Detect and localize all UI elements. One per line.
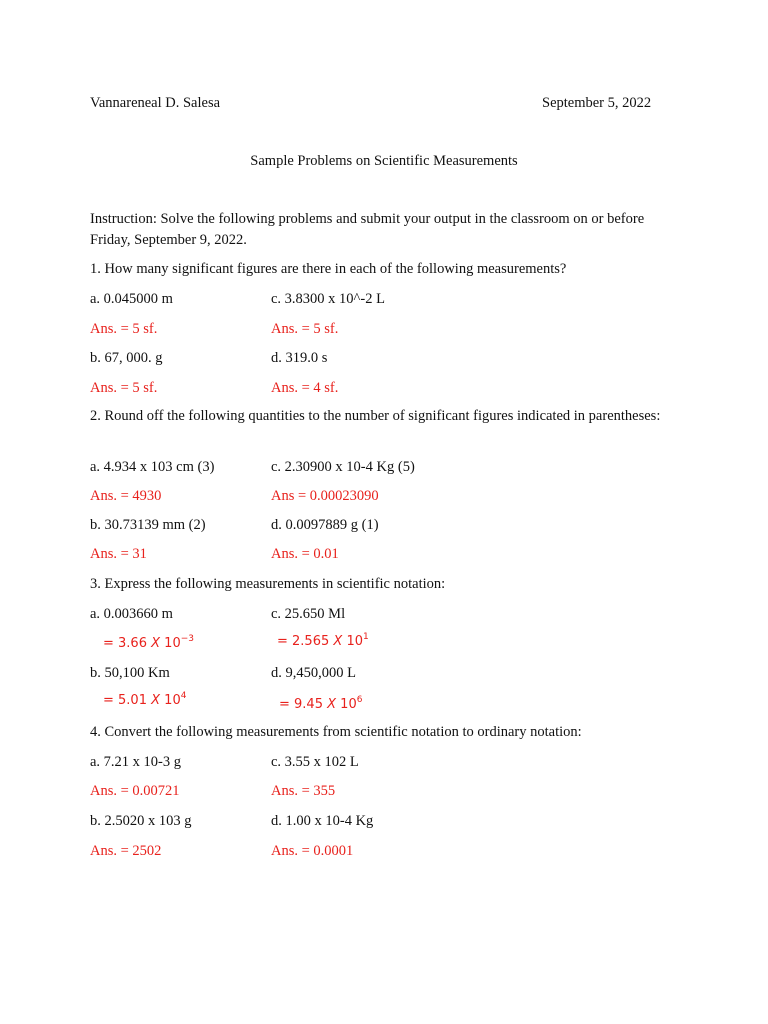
document-title: Sample Problems on Scientific Measurements	[250, 153, 518, 169]
q2-answer-b: Ans. = 31	[90, 546, 147, 562]
q3-item-d: d. 9,450,000 L	[271, 665, 356, 681]
q4-item-a: a. 7.21 x 10-3 g	[90, 754, 182, 770]
question-3: 3. Express the following measurements in scientific notation:	[90, 576, 446, 592]
q4-item-c: c. 3.55 x 102 L	[271, 754, 359, 770]
q1-answer-d: Ans. = 4 sf.	[271, 380, 339, 396]
q4-item-b: b. 2.5020 x 103 g	[90, 813, 192, 829]
q1-answer-a: Ans. = 5 sf.	[90, 321, 158, 337]
q4-answer-d: Ans. = 0.0001	[271, 843, 354, 859]
q3-answer-c: = 2.565 X $10^1$	[277, 632, 369, 649]
q3-answer-a: = 3.66 X $10^{-3}$	[103, 634, 194, 651]
q4-answer-c: Ans. = 355	[271, 783, 336, 799]
q1-answer-b: Ans. = 5 sf.	[90, 380, 158, 396]
question-4: 4. Convert the following measurements from scientific notation to ordinary notation:	[90, 724, 582, 740]
q2-answer-d: Ans. = 0.01	[271, 546, 339, 562]
q3-item-b: b. 50,100 Km	[90, 665, 170, 681]
q2-answer-c: Ans = 0.00023090	[271, 488, 379, 504]
student-name: Vannareneal D. Salesa	[90, 95, 221, 111]
q1-item-b: b. 67, 000. g	[90, 350, 163, 366]
q1-answer-c: Ans. = 5 sf.	[271, 321, 339, 337]
q3-answer-b: = 5.01 X $10^4$	[103, 691, 187, 708]
q2-item-c: c. 2.30900 x 10-4 Kg (5)	[271, 459, 415, 475]
q1-item-d: d. 319.0 s	[271, 350, 328, 366]
instruction-text: Instruction: Solve the following problems and submit your output in the classroom on or before Friday, September 9, 2022.	[90, 211, 645, 248]
q1-item-c: c. 3.8300 x 10^-2 L	[271, 291, 385, 307]
q1-item-a: a. 0.045000 m	[90, 291, 173, 307]
q3-item-a: a. 0.003660 m	[90, 606, 173, 622]
document-date: September 5, 2022	[542, 95, 652, 111]
q3-answer-d: = 9.45 X $10^6$	[279, 695, 363, 712]
q3-item-c: c. 25.650 Ml	[271, 606, 346, 622]
q4-answer-b: Ans. = 2502	[90, 843, 162, 859]
q2-item-d: d. 0.0097889 g (1)	[271, 517, 379, 533]
q2-answer-a: Ans. = 4930	[90, 488, 162, 504]
q2-item-b: b. 30.73139 mm (2)	[90, 517, 206, 533]
question-1: 1. How many significant figures are there in each of the following measurements?	[90, 261, 567, 277]
q4-item-d: d. 1.00 x 10-4 Kg	[271, 813, 374, 829]
q2-item-a: a. 4.934 x 103 cm (3)	[90, 459, 215, 475]
q4-answer-a: Ans. = 0.00721	[90, 783, 180, 799]
question-2: 2. Round off the following quantities to the number of significant figures indicated in parentheses:	[90, 408, 661, 424]
